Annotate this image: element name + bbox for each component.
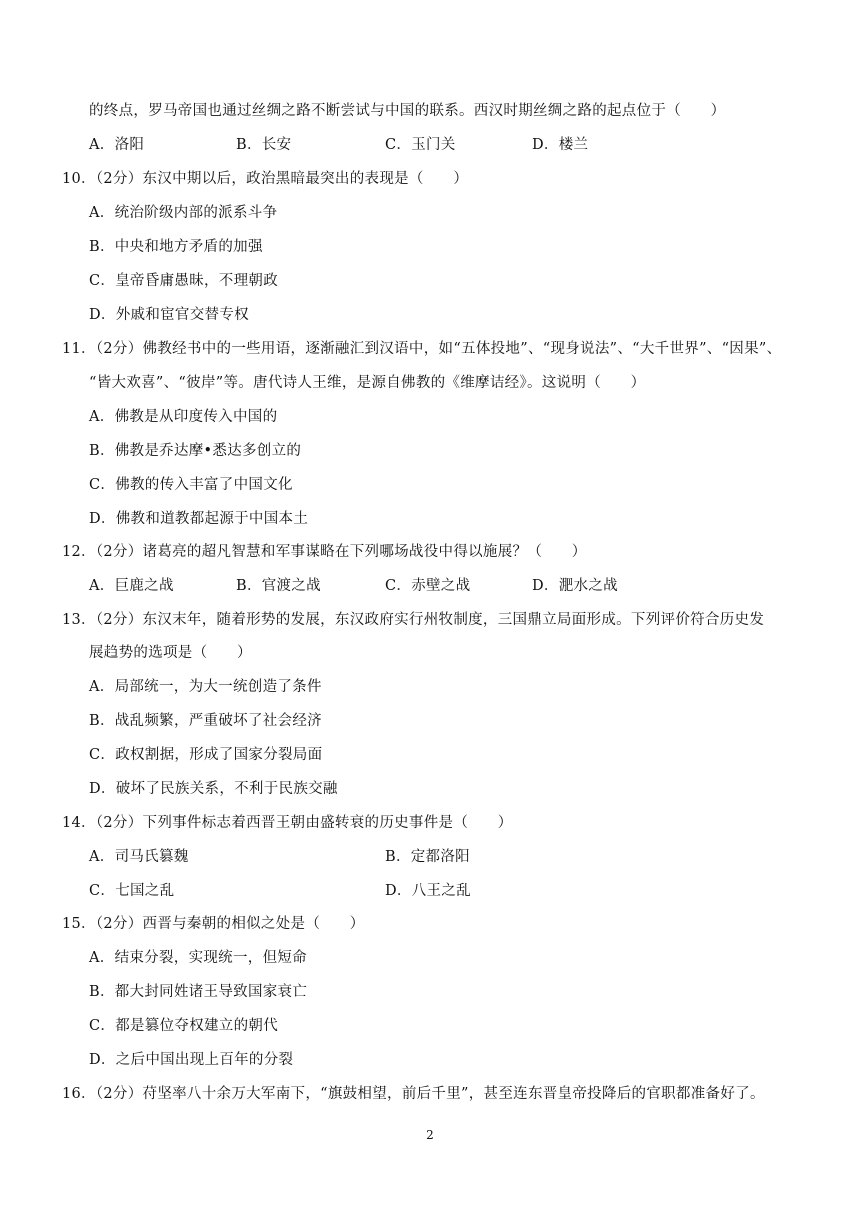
q11-stem-line2: “皆大欢喜”、“彼岸”等。唐代诗人王维，是源自佛教的《维摩诘经》。这说明（ ）	[89, 375, 646, 391]
q10-option-c: C．皇帝昏庸愚昧，不理朝政	[89, 273, 278, 289]
q14-option-b: B．定都洛阳	[385, 849, 470, 865]
q9-option-d: D．楼兰	[532, 137, 589, 153]
q11-stem-line1: 11．（2分）佛教经书中的一些用语，逐渐融汇到汉语中，如“五体投地”、“现身说法”、“大千世界”、“因果”、	[62, 341, 782, 357]
q14-stem: 14．（2分）下列事件标志着西晋王朝由盛转衰的历史事件是（ ）	[62, 815, 513, 831]
q11-option-a: A．佛教是从印度传入中国的	[89, 409, 278, 425]
q10-option-b: B．中央和地方矛盾的加强	[89, 239, 263, 255]
q9-stem-continuation: 的终点，罗马帝国也通过丝绸之路不断尝试与中国的联系。西汉时期丝绸之路的起点位于（ ）	[89, 103, 726, 119]
q9-option-c: C．玉门关	[385, 137, 456, 153]
q10-option-d: D．外戚和宦官交替专权	[89, 307, 249, 323]
q12-option-a: A．巨鹿之战	[89, 578, 174, 594]
q15-option-c: C．都是篡位夺权建立的朝代	[89, 1018, 278, 1034]
q13-option-d: D．破坏了民族关系，不利于民族交融	[89, 781, 338, 797]
q10-stem: 10．（2分）东汉中期以后，政治黑暗最突出的表现是（ ）	[62, 171, 469, 187]
q11-option-b: B．佛教是乔达摩•悉达多创立的	[89, 443, 302, 459]
q9-option-b: B．长安	[236, 137, 292, 153]
q11-option-c: C．佛教的传入丰富了中国文化	[89, 477, 293, 493]
q15-option-d: D．之后中国出现上百年的分裂	[89, 1052, 294, 1068]
q14-option-c: C．七国之乱	[89, 883, 175, 899]
q13-option-a: A．局部统一，为大一统创造了条件	[89, 679, 322, 695]
q16-stem: 16．（2分）苻坚率八十余万大军南下，“旗鼓相望，前后千里”，甚至连东晋皇帝投降后的官职都准备好了。	[62, 1086, 765, 1102]
q12-option-c: C．赤壁之战	[385, 578, 471, 594]
q12-option-d: D．淝水之战	[532, 578, 618, 594]
q14-option-d: D．八王之乱	[385, 883, 471, 899]
q13-option-c: C．政权割据，形成了国家分裂局面	[89, 747, 323, 763]
page-number: 2	[426, 1128, 434, 1142]
q12-stem: 12．（2分）诸葛亮的超凡智慧和军事谋略在下列哪场战役中得以施展？（ ）	[62, 544, 587, 560]
q10-option-a: A．统治阶级内部的派系斗争	[89, 205, 278, 221]
q13-option-b: B．战乱频繁，严重破坏了社会经济	[89, 713, 322, 729]
q9-option-a: A．洛阳	[89, 137, 145, 153]
q13-stem-line1: 13．（2分）东汉末年，随着形势的发展，东汉政府实行州牧制度，三国鼎立局面形成。下列评价符合历史发	[62, 612, 765, 628]
q12-option-b: B．官渡之战	[236, 578, 321, 594]
q14-option-a: A．司马氏篡魏	[89, 849, 189, 865]
q15-option-a: A．结束分裂，实现统一，但短命	[89, 950, 307, 966]
q15-stem: 15．（2分）西晋与秦朝的相似之处是（ ）	[62, 916, 365, 932]
q13-stem-line2: 展趋势的选项是（ ）	[89, 645, 252, 661]
q11-option-d: D．佛教和道教都起源于中国本土	[89, 511, 309, 527]
q15-option-b: B．都大封同姓诸王导致国家衰亡	[89, 984, 308, 1000]
